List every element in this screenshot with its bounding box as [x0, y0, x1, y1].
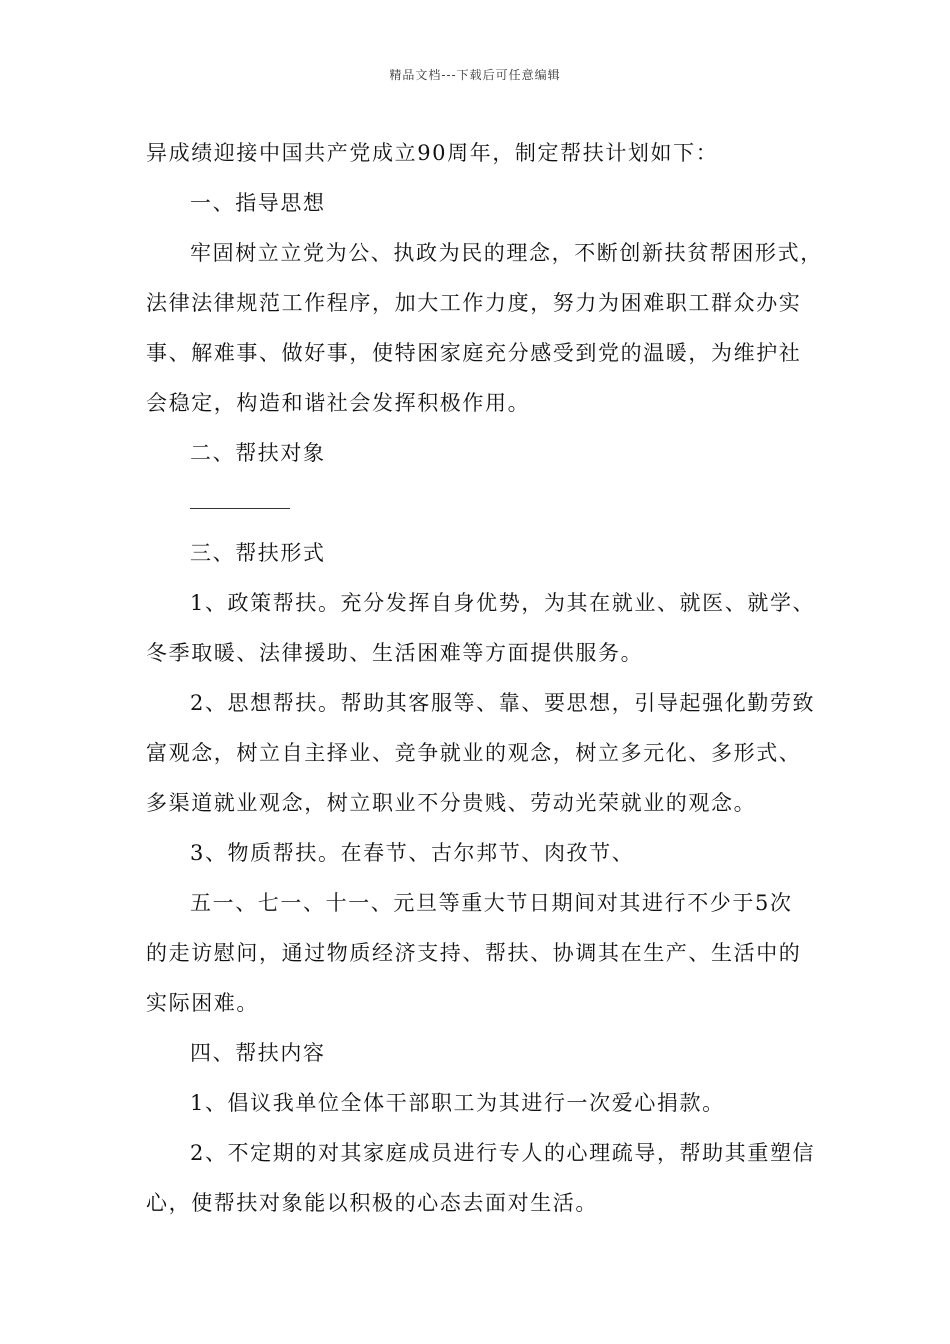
body-line: 1、倡议我单位全体干部职工为其进行一次爱心捐款。: [190, 1091, 725, 1115]
body-line: 牢固树立立党为公、执政为民的理念，不断创新扶贫帮困形式，: [190, 241, 823, 265]
body-line: 实际困难。: [146, 991, 259, 1015]
body-line: 异成绩迎接中国共产党成立90周年，制定帮扶计划如下：: [146, 141, 719, 165]
section-heading-assistance-content: 四、帮扶内容: [190, 1041, 326, 1065]
body-line: 五一、七一、十一、元旦等重大节日期间对其进行不少于5次: [190, 891, 793, 915]
body-line: 事、解难事、做好事，使特困家庭充分感受到党的温暖，为维护社: [146, 341, 802, 365]
body-line: 2、思想帮扶。帮助其客服等、靠、要思想，引导起强化勤劳致: [190, 691, 816, 715]
body-line: 多渠道就业观念，树立职业不分贵贱、劳动光荣就业的观念。: [146, 791, 757, 815]
body-line: 3、物质帮扶。在春节、古尔邦节、肉孜节、: [190, 841, 635, 865]
section-heading-assistance-targets: 二、帮扶对象: [190, 441, 326, 465]
body-line: 会稳定，构造和谐社会发挥积极作用。: [146, 391, 531, 415]
body-line: 2、不定期的对其家庭成员进行专人的心理疏导，帮助其重塑信: [190, 1141, 816, 1165]
page-header: 精品文档---下载后可任意编辑: [389, 68, 561, 82]
body-line: 的走访慰问，通过物质经济支持、帮扶、协调其在生产、生活中的: [146, 941, 802, 965]
body-line: 法律法律规范工作程序，加大工作力度，努力为困难职工群众办实: [146, 291, 802, 315]
underline-rule: [190, 508, 290, 509]
body-line: 心，使帮扶对象能以积极的心态去面对生活。: [146, 1191, 598, 1215]
body-line: 1、政策帮扶。充分发挥自身优势，为其在就业、就医、就学、: [190, 591, 816, 615]
body-line: 富观念，树立自主择业、竞争就业的观念，树立多元化、多形式、: [146, 741, 802, 765]
section-heading-assistance-forms: 三、帮扶形式: [190, 541, 326, 565]
section-heading-guiding-ideology: 一、指导思想: [190, 191, 326, 215]
blank-fill-line: [146, 478, 826, 528]
body-line: 冬季取暖、法律援助、生活困难等方面提供服务。: [146, 641, 644, 665]
document-body: [146, 128, 826, 1228]
